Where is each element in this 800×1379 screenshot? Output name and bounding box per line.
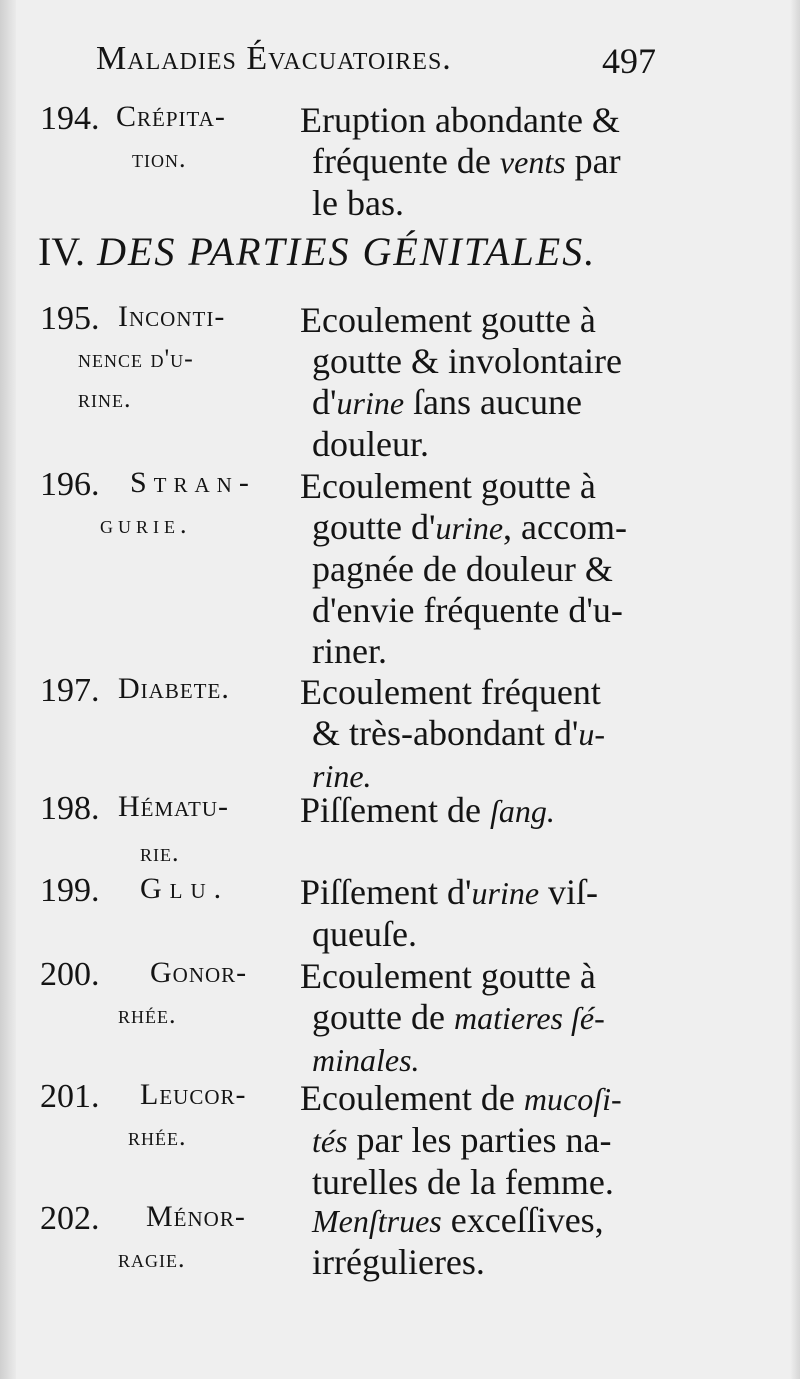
definition-line: goutte & involontaire — [312, 341, 622, 381]
entry-term-continued: gurie. — [100, 510, 192, 539]
entry-number: 195. — [40, 300, 100, 337]
entry-definition — [300, 956, 660, 1081]
entry-definition — [300, 466, 660, 672]
entry-number: 201. — [40, 1078, 100, 1115]
entry-definition — [300, 872, 660, 955]
definition-line: Ecoulement goutte à — [300, 300, 596, 340]
entry-number: 198. — [40, 790, 100, 827]
entry-term-continued: ragie. — [118, 1244, 186, 1273]
definition-line: tés par les parties na- — [312, 1120, 612, 1160]
definition-line: minales. — [312, 1042, 420, 1078]
definition-line: Ecoulement de mucoſi- — [300, 1078, 622, 1118]
entry-definition — [300, 790, 660, 832]
running-title: Maladies Évacuatoires. — [96, 40, 452, 77]
definition-line: douleur. — [312, 424, 429, 464]
definition-line: queuſe. — [312, 914, 417, 954]
definition-line: rine. — [312, 758, 372, 794]
entry-term: Inconti- — [118, 300, 226, 333]
entry-number: 197. — [40, 672, 100, 709]
entry-term: Hématu- — [118, 790, 229, 823]
definition-line: goutte de matieres ſé- — [312, 997, 605, 1037]
definition-line: le bas. — [312, 183, 404, 223]
entry-number: 200. — [40, 956, 100, 993]
definition-line: turelles de la femme. — [312, 1162, 614, 1202]
entry-term: Diabete. — [118, 672, 230, 705]
entry-definition — [300, 672, 660, 797]
section-heading — [38, 228, 678, 275]
page-header — [96, 40, 656, 88]
entry-term-continued: rine. — [78, 384, 132, 413]
page-edge-right — [790, 0, 800, 1379]
entry-definition — [300, 1078, 660, 1203]
definition-line: d'envie fréquente d'u- — [312, 590, 623, 630]
page-number: 497 — [602, 41, 656, 81]
definition-line: Piſſement d'urine viſ- — [300, 872, 599, 912]
entry-term-continued: rhée. — [128, 1122, 187, 1151]
entry-term: Ménor- — [146, 1200, 246, 1233]
definition-line: Menſtrues exceſſives, — [312, 1200, 604, 1240]
entry-number: 196. — [40, 466, 100, 503]
section-number: IV. — [38, 229, 86, 274]
definition-line: Ecoulement goutte à — [300, 956, 596, 996]
entry-term: Glu. — [140, 872, 230, 905]
definition-line: Piſſement de ſang. — [300, 790, 555, 830]
definition-line: goutte d'urine, accom- — [312, 507, 627, 547]
entry-number: 199. — [40, 872, 100, 909]
definition-line: riner. — [312, 631, 387, 671]
definition-line: & très-abondant d'u- — [312, 713, 606, 753]
definition-line: Eruption abondante & — [300, 100, 620, 140]
entry-definition — [300, 100, 660, 224]
entry-definition — [300, 300, 660, 465]
definition-line: Ecoulement goutte à — [300, 466, 596, 506]
definition-line: pagnée de douleur & — [312, 549, 613, 589]
entry-term: Stran- — [130, 466, 256, 499]
entry-term-continued: rhée. — [118, 1000, 177, 1029]
entry-term: Gonor- — [150, 956, 248, 989]
entry-term: Crépita- — [116, 100, 226, 133]
entry-definition — [300, 1200, 660, 1283]
entry-term-continued: rie. — [140, 838, 180, 867]
entry-number: 194. — [40, 100, 100, 137]
definition-line: d'urine ſans aucune — [312, 382, 582, 422]
page-edge-left — [0, 0, 16, 1379]
entry-number: 202. — [40, 1200, 100, 1237]
entry-term: Leucor- — [140, 1078, 247, 1111]
definition-line: Ecoulement fréquent — [300, 672, 601, 712]
definition-line: irrégulieres. — [312, 1242, 485, 1282]
section-title: DES PARTIES GÉNITALES. — [97, 229, 597, 274]
entry-term-continued: tion. — [132, 144, 187, 173]
entry-term-continued: nence d'u- — [78, 344, 194, 373]
definition-line: fréquente de vents par — [312, 141, 621, 181]
